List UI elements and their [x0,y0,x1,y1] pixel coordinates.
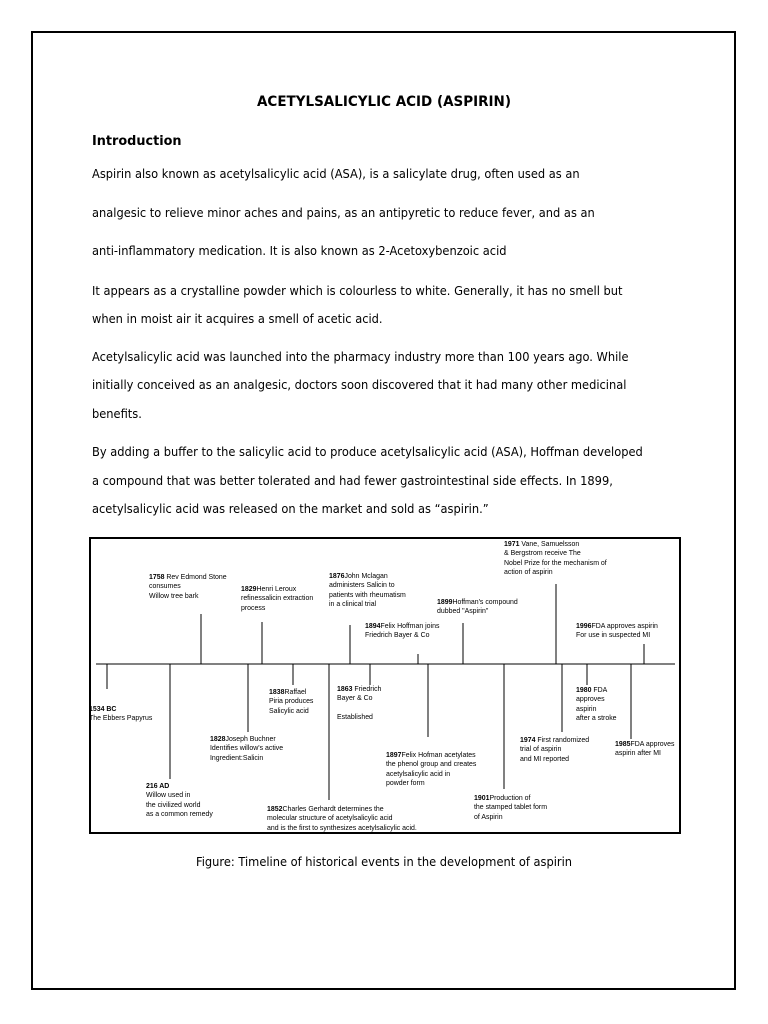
body-line: analgesic to relieve minor aches and pains, as an antipyretic to reduce fever, and as an [92,206,595,220]
event-1985: 1985FDA approves aspirin after MI [615,739,675,758]
body-line: anti-inflammatory medication. It is also known as 2-Acetoxybenzoic acid [92,244,507,258]
body-line: It appears as a crystalline powder which is colourless to white. Generally, it has no smell but [92,284,623,298]
event-1838: 1838Raffael Piria produces Salicylic acid [269,687,314,715]
event-1828: 1828Joseph Buchner Identifies willow's active Ingredient:Salicin [210,734,284,762]
figure-caption: Figure: Timeline of historical events in the development of aspirin [195,855,573,869]
event-1974: 1974 First randomized trial of aspirin and MI reported [520,735,590,763]
event-1758: 1758 Rev Edmond Stone consumes Willow tree bark [149,572,227,600]
document-title: ACETYLSALICYLIC ACID (ASPIRIN) [256,94,512,110]
body-line: By adding a buffer to the salicylic acid to produce acetylsalicylic acid (ASA), Hoffman developed [92,445,643,459]
event-1897: 1897Felix Hofman acetylates the phenol group and creates acetylsalicylic acid in powder form [386,750,477,788]
body-line: when in moist air it acquires a smell of acetic acid. [92,312,383,326]
body-line: Aspirin also known as acetylsalicylic acid (ASA), is a salicylate drug, often used as an [92,167,580,181]
event-1894: 1894Felix Hoffman joins Friedrich Bayer & Co [365,621,440,640]
event-1852: 1852Charles Gerhardt determines the molecular structure of acetylsalicylic acid and is the first to synthesizes acetylsalicylic acid. [267,804,417,832]
event-1829: 1829Henri Leroux refinessalicin extraction process [241,584,314,612]
section-heading: Introduction [92,133,182,149]
body-line: initially conceived as an analgesic, doctors soon discovered that it had many other medicinal [92,378,627,392]
event-1899: 1899Hoffman's compound dubbed "Aspirin" [437,597,518,616]
event-1996: 1996FDA approves aspirin For use in suspected MI [576,621,658,640]
timeline-figure [89,537,681,834]
event-1876: 1876John Mclagan administers Salicin to patients with rheumatism in a clinical trial [329,571,406,609]
event-1863: 1863 Friedrich Bayer & Co Established [337,684,382,722]
event-1980: 1980 FDA approves aspirin after a stroke [576,685,617,723]
event-1971: 1971 Vane, Samuelsson & Bergstrom receive The Nobel Prize for the mechanism of action of aspirin [504,539,607,577]
body-line: Acetylsalicylic acid was launched into the pharmacy industry more than 100 years ago. While [92,350,629,364]
body-line: a compound that was better tolerated and had fewer gastrointestinal side effects. In 1899, [92,474,613,488]
event-1534bc: 1534 BC The Ebbers Papyrus [89,704,153,723]
event-1901: 1901Production of the stamped tablet form of Aspirin [474,793,547,821]
body-line: acetylsalicylic acid was released on the market and sold as “aspirin.” [92,502,489,516]
event-216ad: 216 AD Willow used in the civilized world as a common remedy [146,781,213,819]
body-line: benefits. [92,407,142,421]
